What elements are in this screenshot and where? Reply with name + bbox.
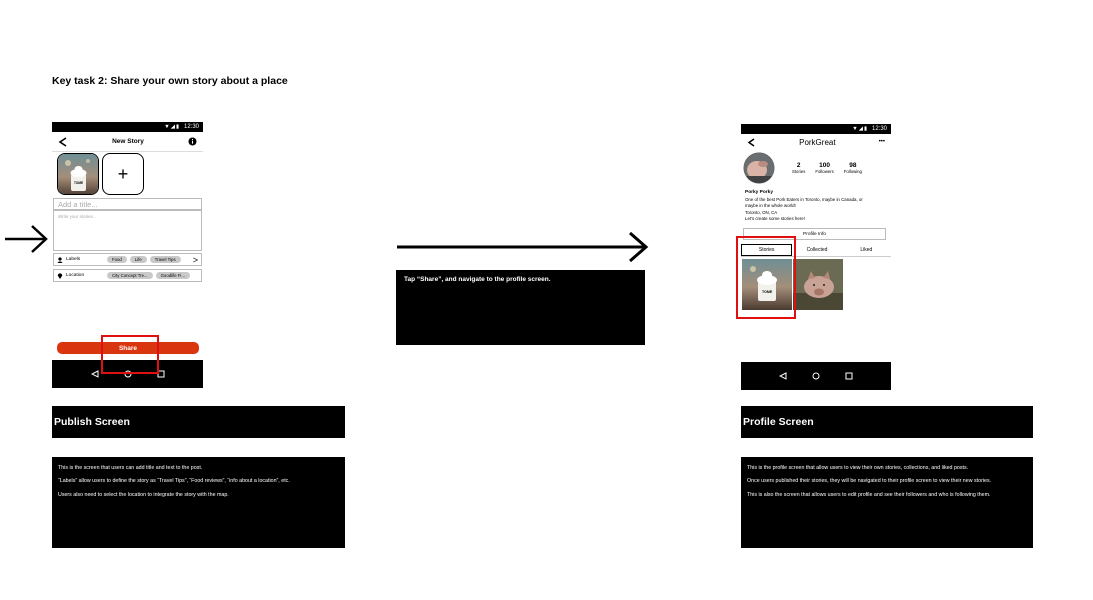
bio-line: One of the best Pork Eaters in Toronto, maybe in Canada, or [745,196,863,202]
label-chip[interactable]: Life [130,256,147,263]
publish-title: New Story [112,138,144,145]
profile-section-title [741,406,1033,438]
profile-description [741,457,1033,548]
chevron-right-icon[interactable]: > [192,254,198,265]
tab-liked[interactable] [842,244,891,256]
publish-section-title [52,406,345,438]
info-icon[interactable] [188,137,197,146]
description-line: Once users published their stories, they will be navigated to their profile screen to view their new stories. [747,478,992,485]
title-placeholder: Add a title... [58,200,98,209]
status-time: 12:30 [183,124,199,130]
back-icon[interactable] [747,138,756,147]
more-icon[interactable]: ••• [878,139,885,145]
tab-label: Stories [758,247,775,253]
right-arrow-icon [396,231,650,265]
location-chip[interactable]: City Concept Tre... [107,272,153,279]
description-line: This is the profile screen that allow users to view their own stories, collections, and liked posts. [747,465,969,471]
plus-icon: + [117,163,129,184]
share-label: Share [118,344,138,352]
location-chip[interactable]: Goodlife Fi... [156,272,190,279]
description-line: This is also the screen that allows users to edit profile and see their followers and who is following them. [747,491,991,498]
body-placeholder: Write your stories... [58,214,97,219]
stat-followers[interactable] [815,162,833,174]
status-icons: ▼◢▮ [852,126,868,132]
user-icon [57,257,63,263]
stat-stories[interactable] [792,162,805,174]
page-heading: Key task 2: Share your own story about a place [52,75,288,87]
transition-tip-text: Tap “Share”, and navigate to the profile screen. [404,276,551,283]
transition-tip [396,270,645,345]
back-icon[interactable] [58,137,68,147]
label-chip[interactable]: Travel Tips [150,256,181,263]
stat-value: 2 [796,162,801,169]
story-highlight [736,236,796,319]
bio-line: Toronto, ON, CA [745,209,778,215]
status-bar [741,124,891,134]
profile-section-title-text: Profile Screen [743,416,814,428]
tab-collected[interactable] [792,244,841,256]
labels-label: Labels [66,257,81,262]
description-line: “Labels” allow users to define the story as “Travel Tips”, “Food reviews”, “info about a location”, etc. [58,478,290,485]
nav-home-icon[interactable] [812,372,820,380]
publish-description [52,457,345,548]
stat-label: Following [843,169,862,174]
bio-name: Porky Porky [745,190,773,195]
labels-row[interactable] [53,253,202,266]
cup-label: TOME [762,290,773,294]
stat-label: Followers [815,169,834,174]
bio-line: Let's create some stories here! [745,216,805,222]
profile-bio [745,190,889,222]
location-label: Location [66,273,85,278]
story-body-input[interactable] [53,210,202,251]
avatar[interactable] [743,152,775,184]
stat-following[interactable] [844,162,862,174]
stat-label: Stories [792,169,806,174]
status-bar [52,122,203,132]
stat-value: 98 [849,162,857,169]
story-photo-thumbnail[interactable] [57,153,99,195]
description-line: Users also need to select the location to integrate the story with the map. [58,491,229,498]
publish-top-bar [52,132,203,152]
publish-section-title-text: Publish Screen [54,416,130,428]
nav-back-icon[interactable] [779,372,787,380]
tab-label: Collected [806,247,828,253]
share-highlight [101,335,159,374]
status-time: 12:30 [871,126,887,132]
profile-username: PorkGreat [799,137,836,147]
story-title-input[interactable] [53,198,202,210]
location-pin-icon [57,273,63,279]
status-icons: ▼◢▮ [164,124,180,130]
android-nav-bar [741,362,891,390]
description-line: This is the screen that users can add title and text to the post. [58,465,203,471]
add-photo-button[interactable] [102,153,144,195]
nav-back-icon[interactable] [91,370,99,378]
profile-info-label: Profile Info [803,231,826,237]
stat-value: 100 [819,162,830,169]
cafe-photo [58,154,99,195]
bio-line: maybe in the whole world! [745,203,796,209]
story-grid-item[interactable] [793,259,843,310]
nav-recents-icon[interactable] [845,372,853,380]
location-row[interactable] [53,269,202,282]
pig-photo [793,259,843,310]
tab-label: Liked [860,247,873,253]
profile-stats [792,162,862,174]
cup-label: TOME [74,181,84,185]
label-chip[interactable]: Food [107,256,127,263]
left-arrow-icon [4,223,48,255]
profile-top-bar [741,134,891,150]
